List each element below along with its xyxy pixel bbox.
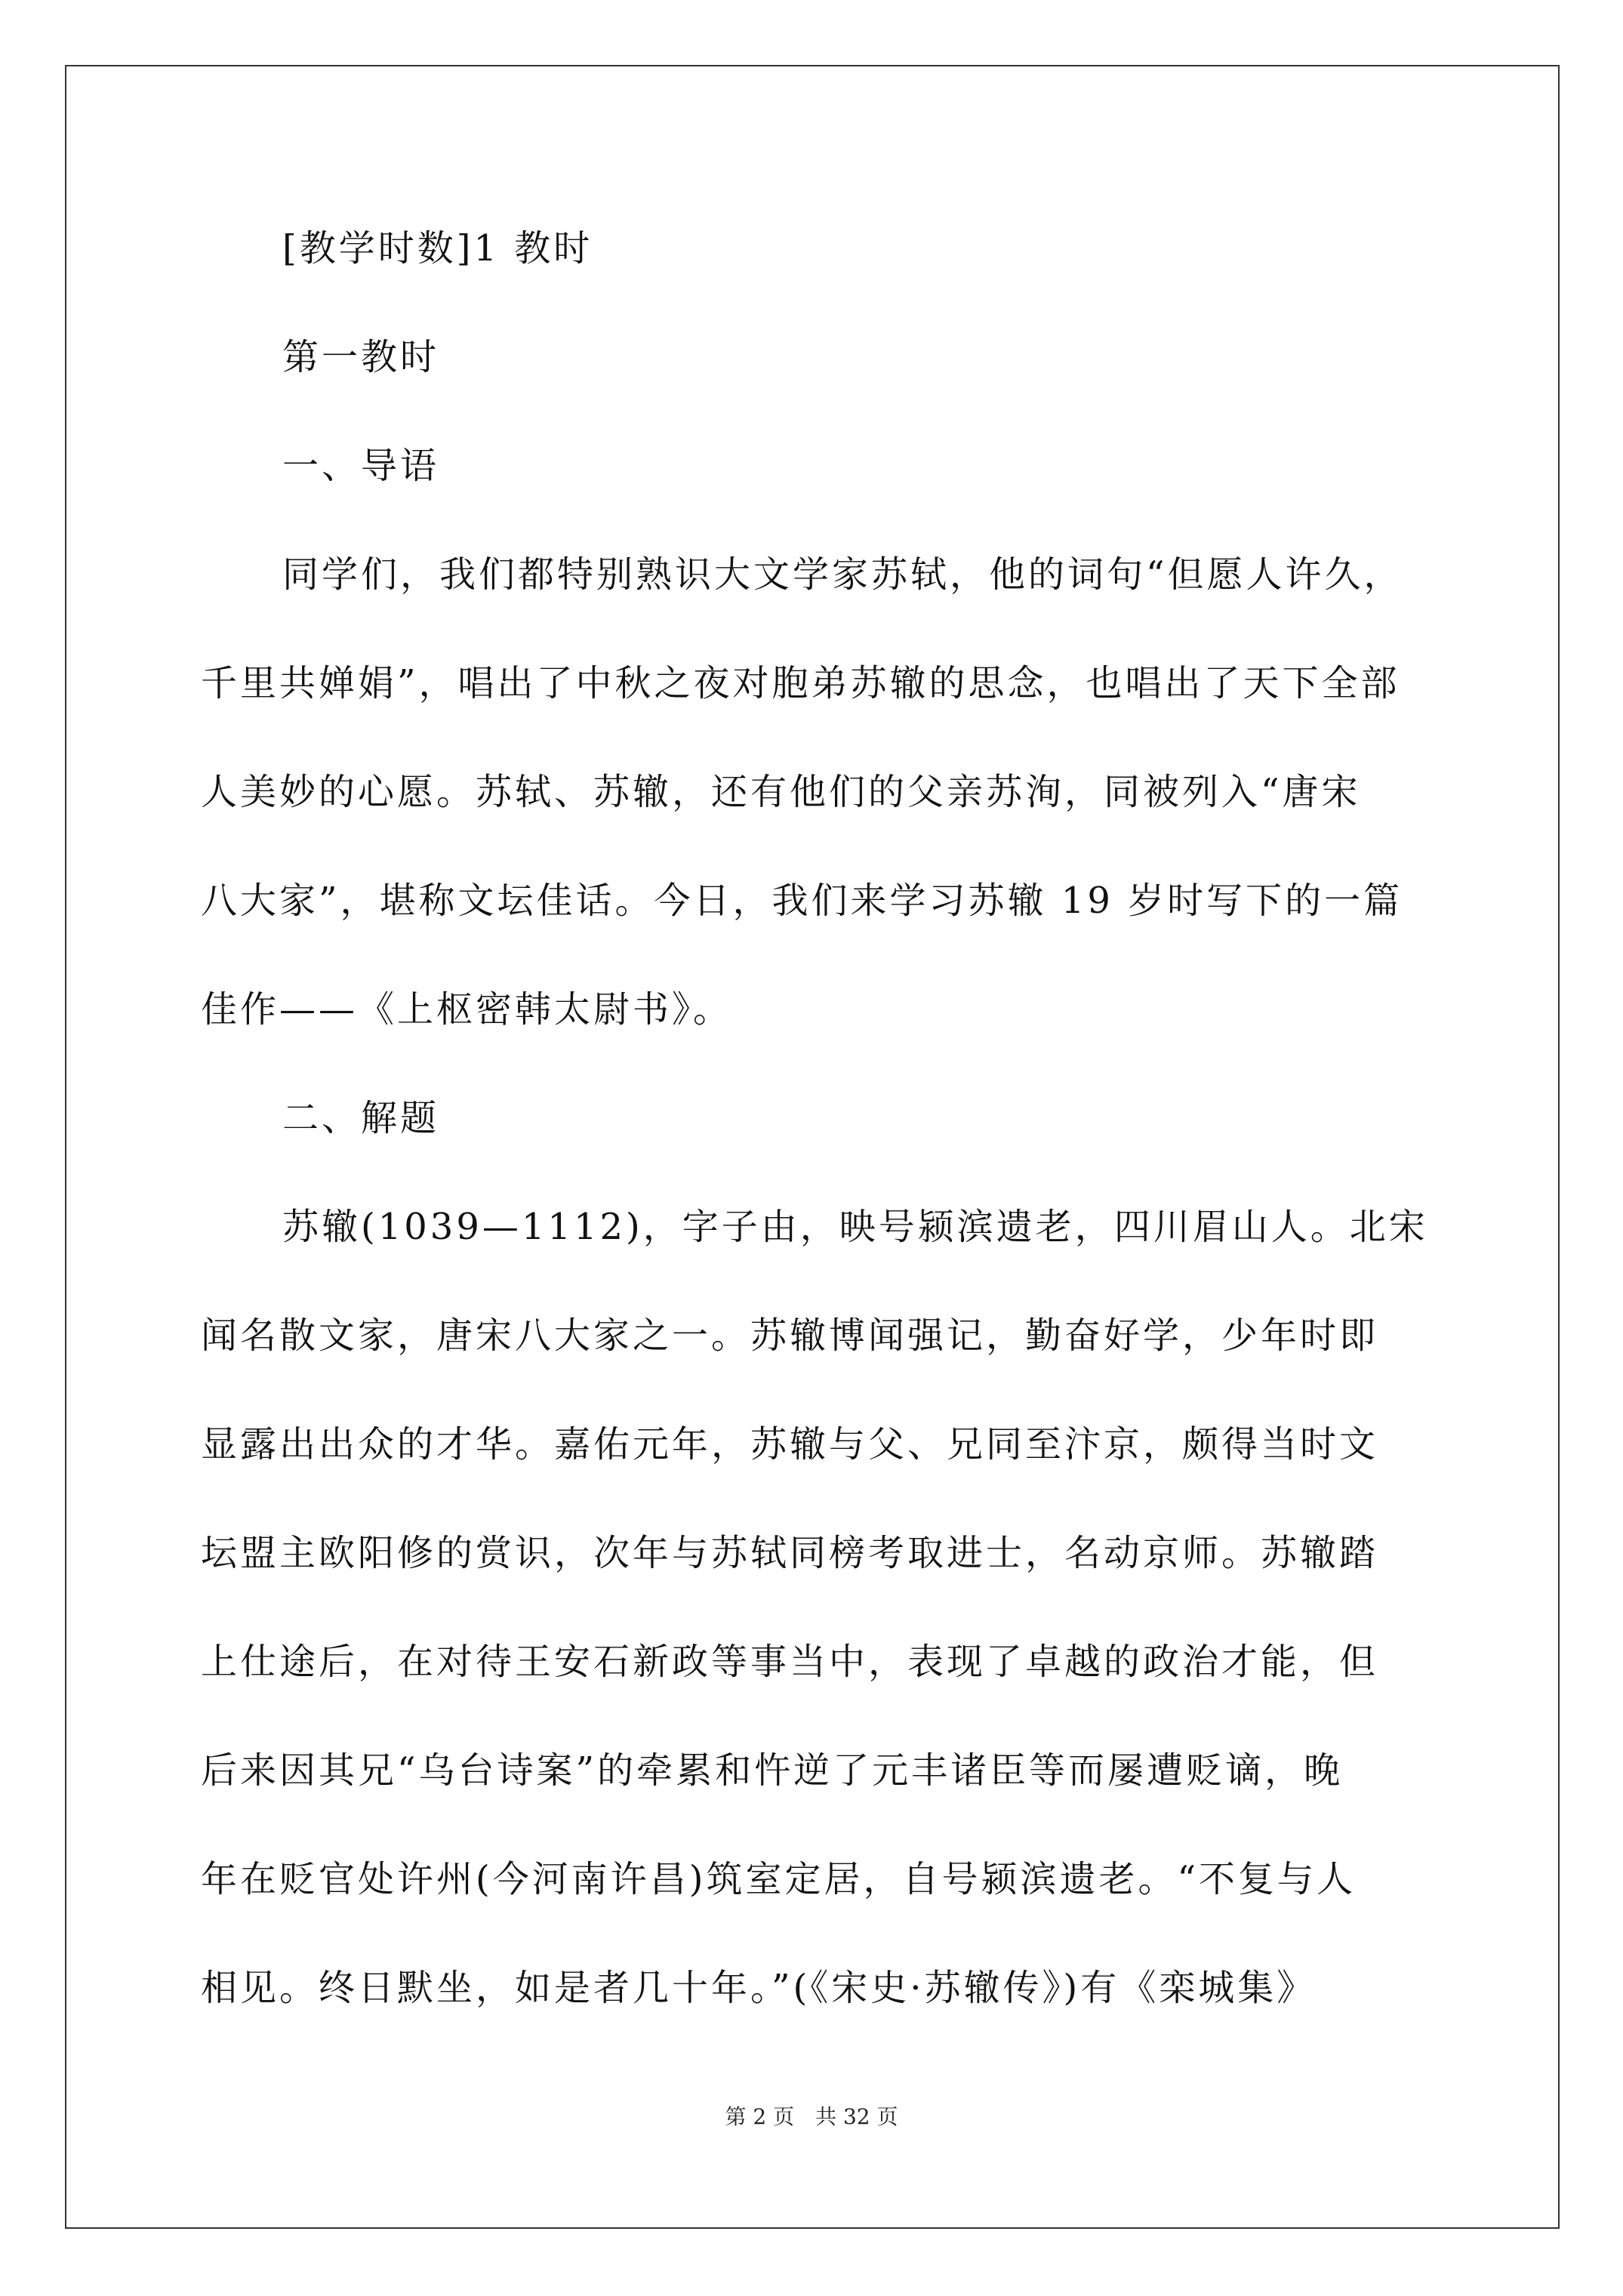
section-heading-intro: 一、导语 (282, 445, 440, 487)
paragraph-line: 相见。终日默坐，如是者几十年。”(《宋史·苏辙传》)有《栾城集》 (201, 1967, 1317, 2009)
paragraph-line: 同学们，我们都特别熟识大文学家苏轼，他的词句“但愿人许久， (282, 553, 1403, 596)
section-heading-title: 二、解题 (282, 1097, 440, 1139)
paragraph-line: 后来因其兄“乌台诗案”的牵累和忤逆了元丰诸臣等而屡遭贬谪，晚 (201, 1749, 1344, 1792)
teaching-hours-line: [教学时数]1 教时 (282, 227, 593, 270)
paragraph-line: 显露出出众的才华。嘉佑元年，苏辙与父、兄同至汴京，颇得当时文 (201, 1423, 1379, 1465)
paragraph-line: 上仕途后，在对待王安石新政等事当中，表现了卓越的政治才能，但 (201, 1641, 1379, 1683)
page-frame (65, 65, 1560, 2229)
paragraph-line: 八大家”，堪称文坛佳话。今日，我们来学习苏辙 19 岁时写下的一篇 (201, 880, 1403, 922)
paragraph-line: 闻名散文家，唐宋八大家之一。苏辙博闻强记，勤奋好学，少年时即 (201, 1314, 1379, 1357)
paragraph-line: 苏辙(1039—1112)，字子由，映号颍滨遗老，四川眉山人。北宋 (282, 1206, 1428, 1248)
paragraph-line: 佳作——《上枢密韩太尉书》。 (201, 988, 733, 1031)
paragraph-line: 千里共婵娟”，唱出了中秋之夜对胞弟苏辙的思念，也唱出了天下全部 (201, 662, 1400, 704)
paragraph-line: 年在贬官处许州(今河南许昌)筑室定居，自号颍滨遗老。“不复与人 (201, 1858, 1356, 1900)
lesson-heading: 第一教时 (282, 336, 440, 378)
paragraph-line: 坛盟主欧阳修的赏识，次年与苏轼同榜考取进士，名动京师。苏辙踏 (201, 1532, 1379, 1574)
page-number-footer: 第 2 页 共 32 页 (725, 2104, 898, 2129)
paragraph-line: 人美妙的心愿。苏轼、苏辙，还有他们的父亲苏洵，同被列入“唐宋 (201, 771, 1361, 813)
